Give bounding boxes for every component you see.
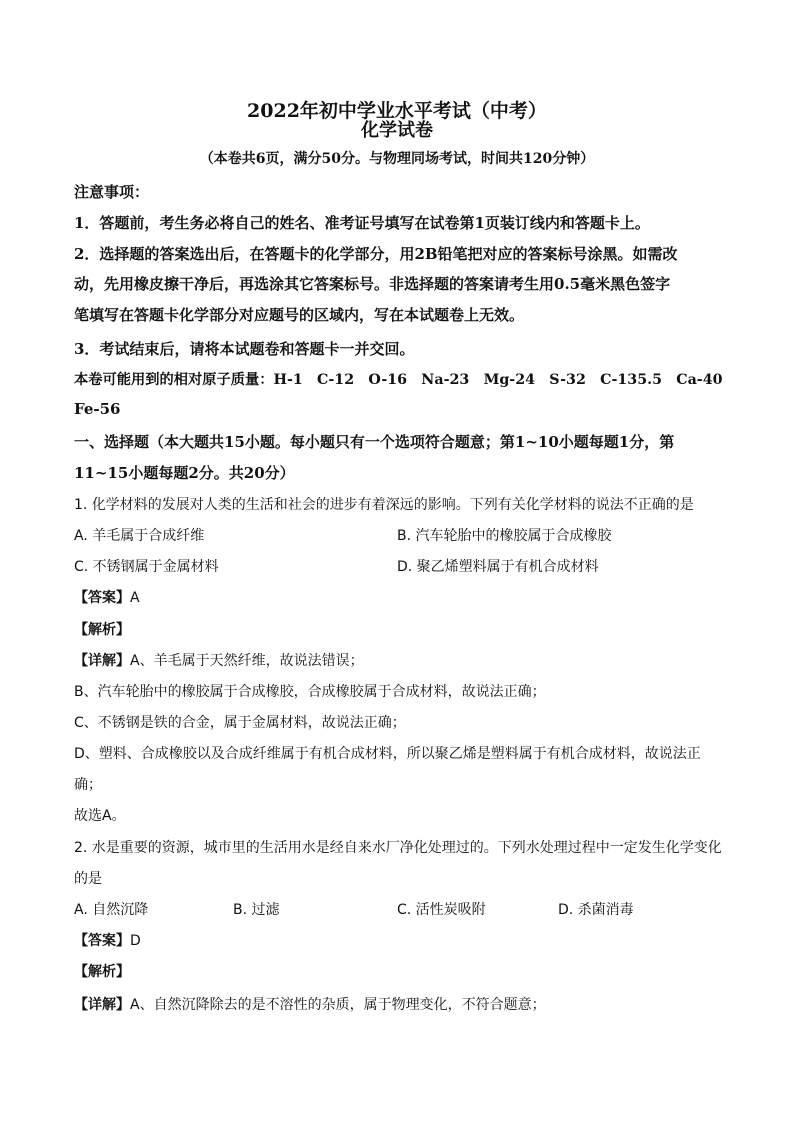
notice-item-2-line-1: 2．选择题的答案选出后，在答题卡的化学部分，用2B铅笔把对应的答案标号涂黑。如需改 xyxy=(74,245,678,263)
q2-option-b: B. 过滤 xyxy=(233,902,280,918)
detail-text: A、羊毛属于天然纤维，故说法错误； xyxy=(130,653,364,669)
detail-tag: 【详解】 xyxy=(74,653,130,669)
q2-detail-a xyxy=(74,994,724,1014)
answer-tag: 【答案】 xyxy=(74,933,130,949)
q2-answer xyxy=(74,930,724,950)
notice-item-3: 3．考试结束后，请将本试题卷和答题卡一并交回。 xyxy=(74,340,415,358)
answer-value: D xyxy=(130,933,141,949)
q2-analysis-tag: 【解析】 xyxy=(74,964,130,980)
q1-detail-a xyxy=(74,650,724,670)
q1-detail-d-line-2: 确； xyxy=(74,777,102,793)
q1-option-d: D. 聚乙烯塑料属于有机合成材料 xyxy=(397,559,599,575)
atomic-mass-line-1: 本卷可能用到的相对原子质量：H-1 C-12 O-16 Na-23 Mg-24 S-32 C-135.5 Ca-40 xyxy=(74,372,723,388)
subject-title: 化学试卷 xyxy=(361,120,433,141)
q2-option-c: C. 活性炭吸附 xyxy=(397,902,486,918)
atomic-mass-line-2: Fe-56 xyxy=(74,400,121,418)
notice-item-2-line-2: 动，先用橡皮擦干净后，再选涂其它答案标号。非选择题的答案请考生用0.5毫米黑色签字 xyxy=(74,275,671,293)
q1-answer xyxy=(74,587,724,607)
exam-title: 2022年初中学业水平考试（中考） xyxy=(247,100,547,122)
answer-value: A xyxy=(130,590,140,606)
q2-option-d: D. 杀菌消毒 xyxy=(558,902,634,918)
q2-option-a: A. 自然沉降 xyxy=(74,902,149,918)
q1-option-c: C. 不锈钢属于金属材料 xyxy=(74,559,219,575)
notice-item-1: 1．答题前，考生务必将自己的姓名、准考证号填写在试卷第1页装订线内和答题卡上。 xyxy=(74,214,650,232)
answer-tag: 【答案】 xyxy=(74,590,130,606)
exam-info: （本卷共6页，满分50分。与物理同场考试，时间共120分钟） xyxy=(199,151,595,167)
q1-detail-b: B、汽车轮胎中的橡胶属于合成橡胶，合成橡胶属于合成材料，故说法正确； xyxy=(74,684,546,700)
q1-option-b: B. 汽车轮胎中的橡胶属于合成橡胶 xyxy=(397,528,612,544)
q1-analysis-tag: 【解析】 xyxy=(74,622,130,638)
section-heading-line-2: 11~15小题每题2分。共20分） xyxy=(74,464,295,482)
q2-stem-line-1: 2. 水是重要的资源，城市里的生活用水是经自来水厂净化处理过的。下列水处理过程中一定发生化学变化 xyxy=(74,840,722,856)
q1-option-a: A. 羊毛属于合成纤维 xyxy=(74,528,205,544)
detail-tag: 【详解】 xyxy=(74,997,130,1013)
q2-stem-line-2: 的是 xyxy=(74,871,102,887)
q1-stem: 1. 化学材料的发展对人类的生活和社会的进步有着深远的影响。下列有关化学材料的说法不正确的是 xyxy=(74,497,694,513)
notice-item-2-line-3: 笔填写在答题卡化学部分对应题号的区域内，写在本试题卷上无效。 xyxy=(74,306,525,324)
q1-conclusion: 故选A。 xyxy=(74,808,126,824)
q1-detail-c: C、不锈钢是铁的合金，属于金属材料，故说法正确； xyxy=(74,715,406,731)
detail-text: A、自然沉降除去的是不溶性的杂质，属于物理变化，不符合题意； xyxy=(130,997,546,1013)
q1-detail-d-line-1: D、塑料、合成橡胶以及合成纤维属于有机合成材料，所以聚乙烯是塑料属于有机合成材料，故说法正 xyxy=(74,746,701,762)
section-heading-line-1: 一、选择题（本大题共15小题。每小题只有一个选项符合题意；第1~10小题每题1分，第 xyxy=(74,433,675,451)
notice-heading: 注意事项： xyxy=(74,183,150,201)
